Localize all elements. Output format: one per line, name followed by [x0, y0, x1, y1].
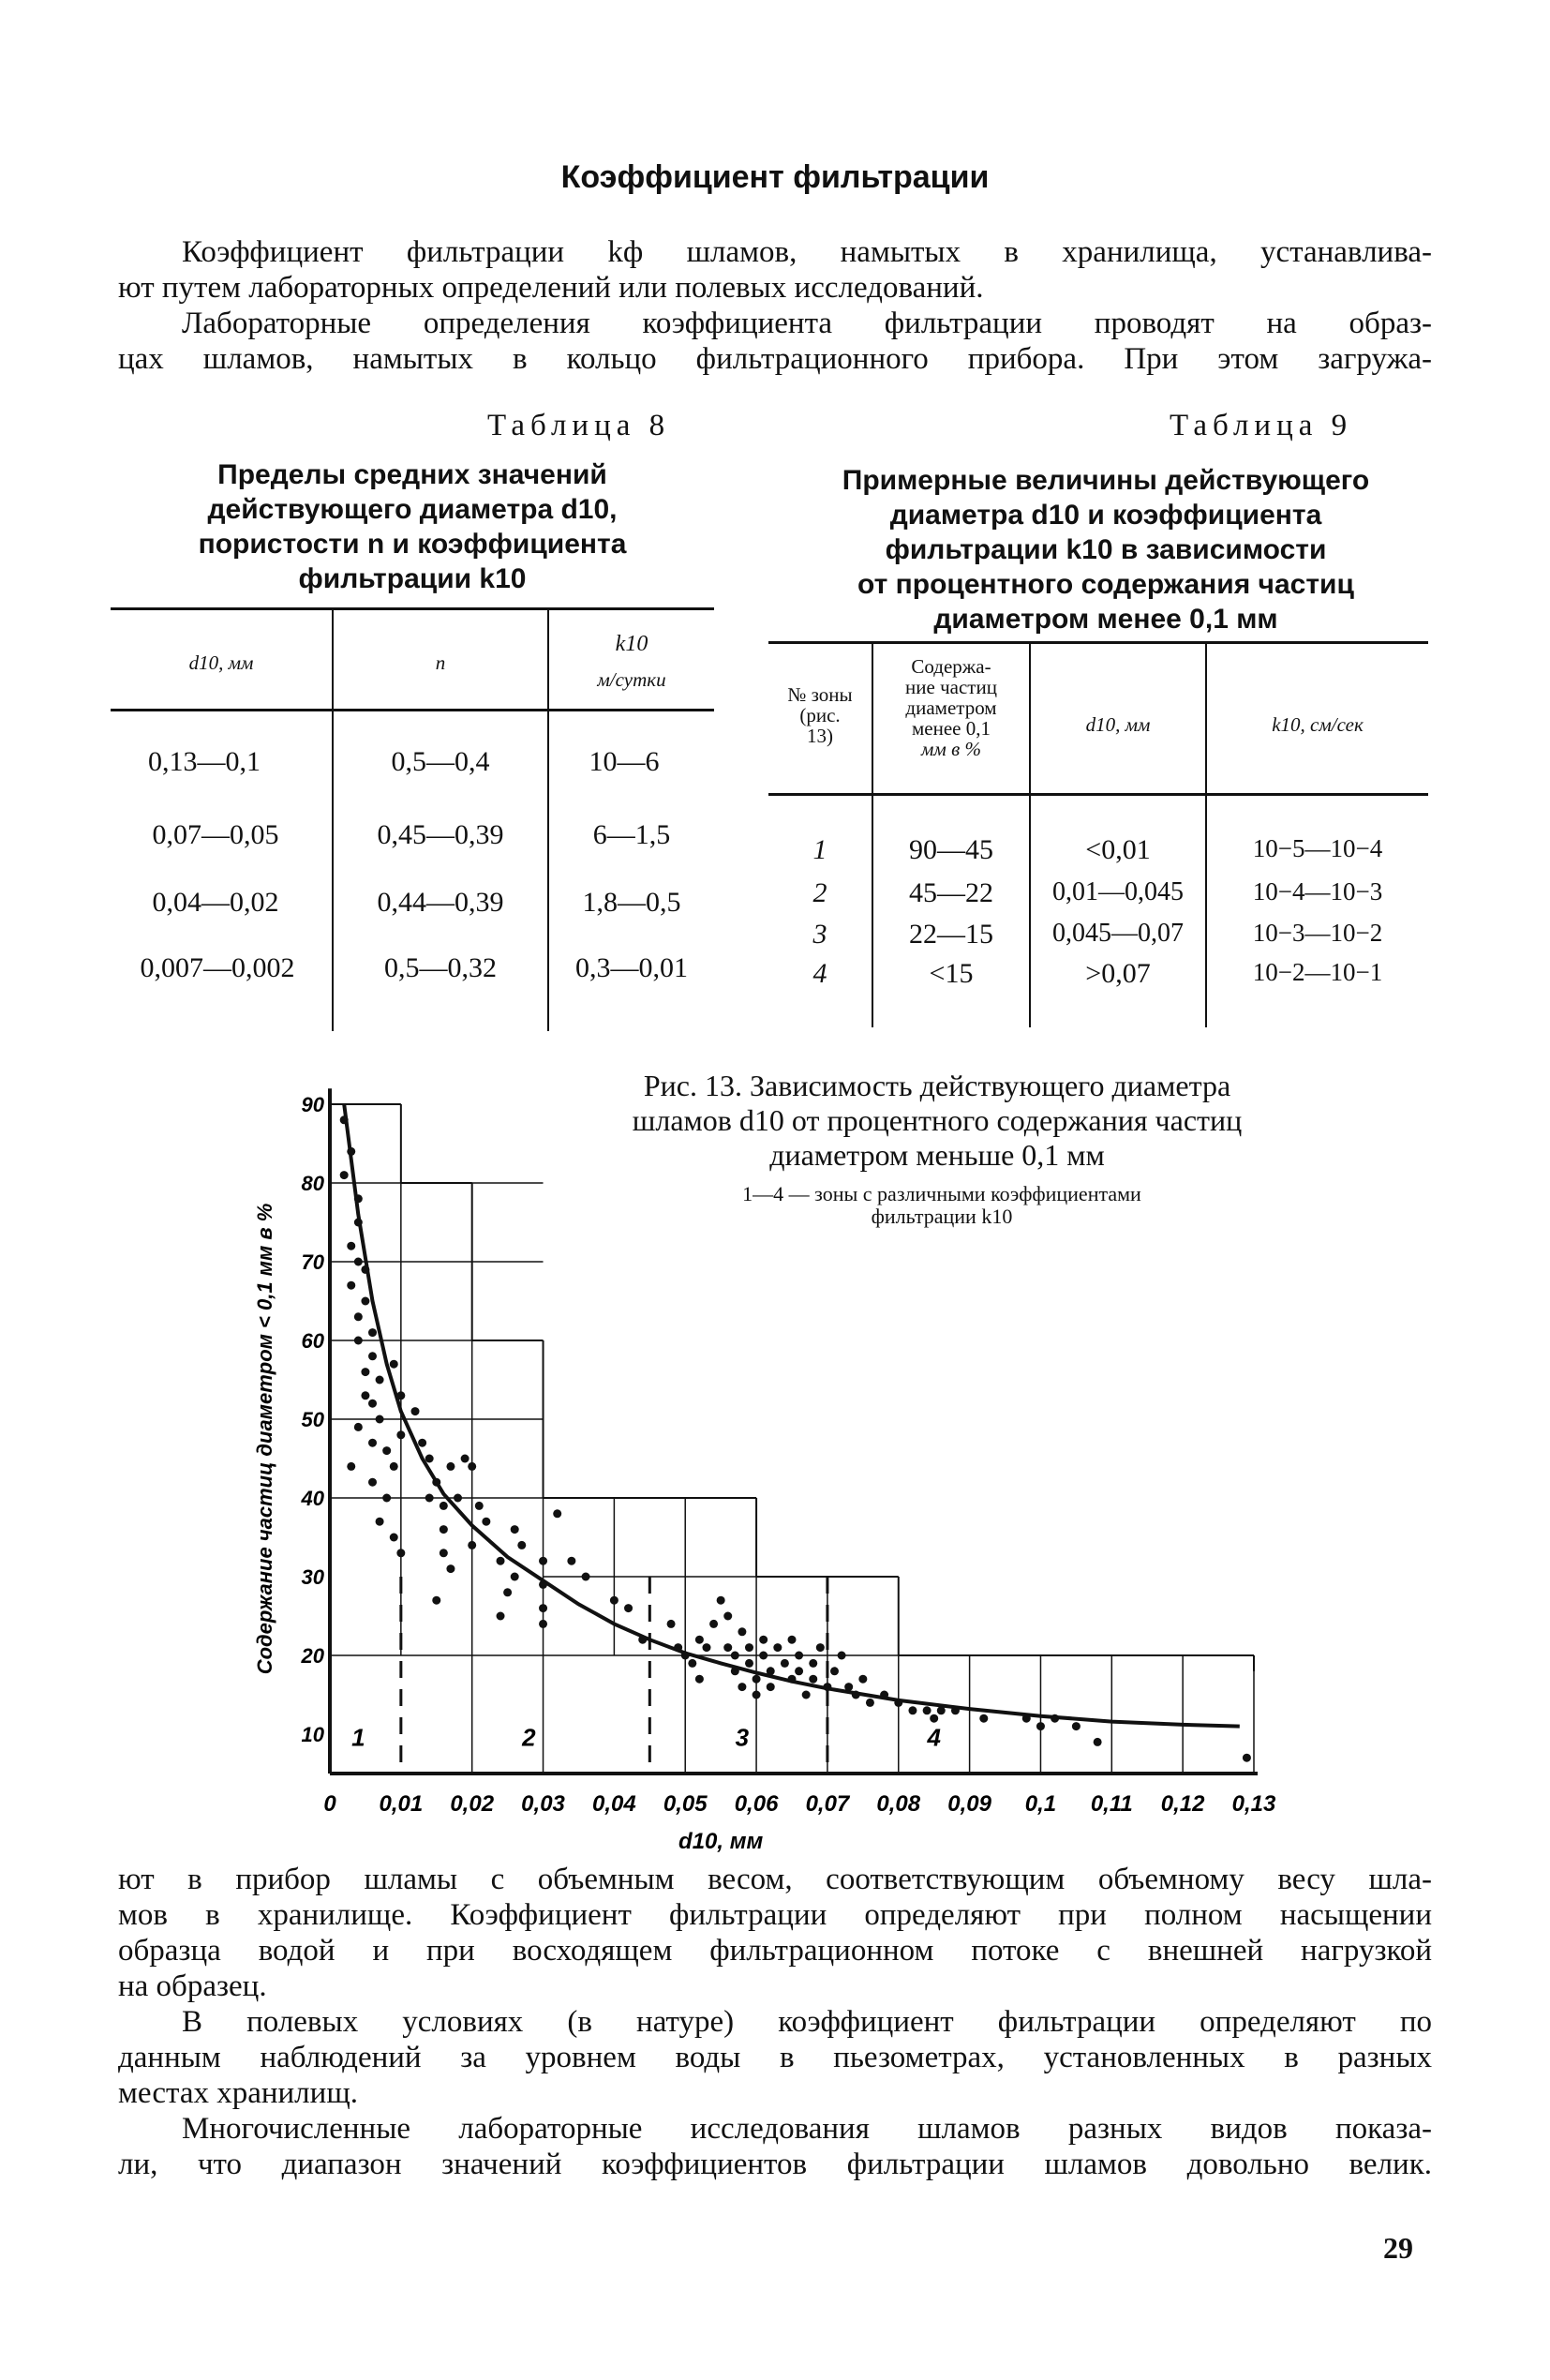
x-tick-label: 0,03	[521, 1791, 565, 1817]
table9-header-content-line1: Содержа-	[911, 655, 991, 678]
body-p2-line3: местах хранилищ.	[118, 2076, 358, 2110]
table9-cell-k10: 10−4—10−3	[1252, 877, 1383, 906]
x-axis-label: d10, мм	[678, 1829, 764, 1854]
data-point	[361, 1265, 369, 1274]
body-p1-line1: ют в прибор шламы с объемным весом, соответствующим объемному весу шла-	[118, 1863, 1432, 1896]
table8-cell-k10: 6—1,5	[592, 819, 671, 850]
data-point	[1243, 1754, 1251, 1762]
y-tick-labels	[301, 1093, 325, 1746]
data-point	[418, 1439, 426, 1447]
data-point	[809, 1659, 817, 1668]
data-point	[823, 1683, 831, 1691]
data-point	[753, 1691, 761, 1699]
data-point	[390, 1462, 398, 1471]
data-point	[482, 1518, 490, 1526]
table8-cell-d10: 0,04—0,02	[152, 887, 279, 918]
y-tick-label: 90	[301, 1093, 324, 1116]
table9-title-line4: от процентного содержания частиц	[857, 569, 1354, 600]
table8-cell-d10: 0,13—0,1	[148, 746, 261, 777]
data-point	[390, 1360, 398, 1369]
axes	[330, 1088, 1258, 1774]
table9-cell-k10: 10−5—10−4	[1252, 834, 1383, 862]
data-point	[340, 1115, 349, 1124]
x-tick-label: 0,06	[734, 1791, 779, 1817]
table9-caption: Таблица 9	[1170, 409, 1353, 442]
body-p2-line1: В полевых условиях (в натуре) коэффициент фильтрации определяют по	[182, 2005, 1432, 2039]
data-point	[475, 1502, 484, 1510]
data-point	[788, 1675, 797, 1684]
data-point	[454, 1494, 462, 1503]
body-text	[118, 1862, 1432, 2182]
intro-p2-line2: цах шламов, намытых в кольцо фильтрационного прибора. При этом загружа-	[118, 342, 1432, 376]
data-point	[695, 1675, 704, 1684]
data-point	[440, 1502, 448, 1510]
data-point	[781, 1659, 789, 1668]
data-point	[347, 1462, 355, 1471]
data-point	[674, 1643, 682, 1652]
body-p3-line1: Многочисленные лабораторные исследования шламов разных видов показа-	[182, 2112, 1432, 2146]
table9-header-content-line5: мм в %	[921, 738, 981, 760]
table9-cell-d10: 0,01—0,045	[1052, 877, 1184, 906]
data-point	[376, 1415, 384, 1424]
data-point	[347, 1281, 355, 1290]
data-point	[951, 1706, 960, 1714]
data-point	[432, 1478, 440, 1487]
data-point	[816, 1643, 825, 1652]
data-point	[368, 1439, 377, 1447]
data-point	[745, 1659, 753, 1668]
data-point	[838, 1652, 846, 1660]
data-point	[361, 1368, 369, 1376]
figure-note-line2: фильтрации k10	[871, 1205, 1013, 1228]
table8-cell-k10: 1,8—0,5	[582, 887, 681, 918]
x-tick-label: 0,1	[1024, 1791, 1057, 1817]
data-point	[354, 1423, 363, 1431]
table8-cell-n: 0,5—0,4	[391, 746, 490, 777]
data-point	[368, 1352, 377, 1360]
table8-cell-n: 0,5—0,32	[384, 952, 497, 983]
table9-header-zone-line3: 13)	[807, 725, 833, 747]
data-point	[446, 1564, 455, 1573]
table8-header-d10: d10, мм	[188, 651, 254, 674]
data-point	[511, 1525, 519, 1534]
data-points	[340, 1115, 1251, 1761]
figure-caption-line3: диаметром меньше 0,1 мм	[769, 1138, 1105, 1172]
data-point	[788, 1636, 797, 1644]
x-tick-label: 0,11	[1090, 1791, 1133, 1817]
table9-header-content	[873, 656, 1029, 759]
data-point	[667, 1620, 676, 1628]
data-point	[425, 1494, 434, 1503]
table9-header-zone-line2: (рис.	[799, 704, 841, 726]
data-point	[553, 1509, 561, 1518]
intro-text	[118, 234, 1432, 377]
data-point	[368, 1400, 377, 1408]
page-number: 29	[1383, 2231, 1413, 2265]
x-tick-label: 0,04	[592, 1791, 636, 1817]
table8-cell-k10: 0,3—0,01	[575, 952, 688, 983]
data-point	[582, 1573, 590, 1581]
figure-caption-line1: Рис. 13. Зависимость действующего диаметра	[643, 1069, 1231, 1102]
table9-cell-d10: <0,01	[1085, 834, 1151, 865]
data-point	[432, 1596, 440, 1605]
table9-cell-content: 22—15	[909, 919, 993, 950]
table9-header-k10: k10, см/сек	[1272, 713, 1364, 736]
data-point	[717, 1596, 725, 1605]
table8-title-line1: Пределы средних значений	[217, 459, 607, 490]
zone-label: 3	[735, 1723, 750, 1752]
data-point	[354, 1219, 363, 1227]
data-point	[731, 1667, 739, 1675]
table8-title	[112, 457, 712, 596]
x-tick-label: 0,13	[1231, 1791, 1276, 1817]
data-point	[1036, 1722, 1045, 1730]
x-tick-label: 0	[323, 1791, 336, 1817]
data-point	[396, 1549, 405, 1557]
data-point	[461, 1455, 469, 1463]
data-point	[695, 1636, 704, 1644]
data-point	[511, 1573, 519, 1581]
section-heading: Коэффициент фильтрации	[560, 159, 990, 195]
zone-labels	[351, 1724, 941, 1752]
x-tick-label: 0,09	[947, 1791, 991, 1817]
zone-label: 4	[927, 1723, 941, 1752]
data-point	[517, 1541, 526, 1549]
data-point	[497, 1557, 505, 1565]
data-point	[767, 1667, 775, 1675]
table8-cell-n: 0,45—0,39	[377, 819, 504, 850]
data-point	[844, 1683, 853, 1691]
data-point	[852, 1691, 860, 1699]
data-point	[753, 1675, 761, 1684]
body-p1-line4: на образец.	[118, 1969, 267, 2003]
trend-curve	[344, 1104, 1240, 1727]
x-tick-label: 0,01	[379, 1791, 424, 1817]
data-point	[368, 1478, 377, 1487]
data-point	[702, 1643, 710, 1652]
x-tick-label: 0,07	[805, 1791, 850, 1817]
data-point	[723, 1612, 732, 1621]
table9-cell-zone: 3	[812, 919, 827, 950]
data-point	[376, 1376, 384, 1385]
data-point	[624, 1604, 633, 1612]
data-point	[923, 1706, 931, 1714]
y-tick-label: 10	[301, 1723, 324, 1746]
table8-header-n: n	[435, 651, 446, 674]
data-point	[390, 1534, 398, 1542]
data-point	[638, 1636, 647, 1644]
data-point	[880, 1691, 888, 1699]
data-point	[908, 1706, 917, 1714]
data-point	[354, 1312, 363, 1321]
data-point	[425, 1455, 434, 1463]
intro-p1-line1: Коэффициент фильтрации kф шламов, намытых в хранилища, устанавлива-	[182, 235, 1432, 269]
data-point	[340, 1171, 349, 1179]
data-point	[361, 1391, 369, 1400]
data-point	[539, 1604, 547, 1612]
data-point	[497, 1612, 505, 1621]
data-point	[361, 1297, 369, 1306]
table8-title-line4: фильтрации k10	[298, 563, 527, 594]
table8-header-rule	[111, 709, 714, 711]
data-point	[503, 1588, 512, 1596]
table8-cell-d10: 0,07—0,05	[152, 819, 279, 850]
data-point	[930, 1714, 938, 1723]
table9-title-line5: диаметром менее 0,1 мм	[933, 604, 1278, 635]
data-point	[368, 1328, 377, 1337]
data-point	[681, 1652, 690, 1660]
data-point	[731, 1652, 739, 1660]
data-point	[539, 1580, 547, 1589]
table9-cell-content: <15	[929, 958, 974, 989]
y-tick-label: 40	[301, 1487, 324, 1510]
table8-caption: Таблица 8	[487, 409, 671, 442]
data-point	[830, 1667, 839, 1675]
data-point	[396, 1430, 405, 1439]
zone-label: 2	[522, 1723, 536, 1752]
table9-cell-content: 45—22	[909, 877, 993, 908]
data-point	[354, 1337, 363, 1345]
data-point	[446, 1462, 455, 1471]
zone-label: 1	[351, 1723, 365, 1752]
y-tick-label: 60	[301, 1329, 324, 1353]
table9-header-content-line4: менее 0,1	[912, 717, 991, 740]
data-point	[468, 1541, 476, 1549]
data-point	[809, 1675, 817, 1684]
table8-title-line2: действующего диаметра d10,	[207, 494, 618, 525]
data-point	[396, 1391, 405, 1400]
table9-cell-d10: 0,045—0,07	[1052, 919, 1184, 948]
data-point	[1072, 1722, 1081, 1730]
table9-title-line2: диаметра d10 и коэффициента	[889, 500, 1322, 531]
data-point	[773, 1643, 782, 1652]
data-point	[979, 1714, 988, 1723]
table8-top-rule	[111, 607, 714, 610]
data-point	[759, 1636, 768, 1644]
x-tick-label: 0,12	[1160, 1791, 1205, 1817]
data-point	[382, 1494, 391, 1503]
table9-cell-zone: 2	[812, 877, 827, 908]
y-axis-label: Содержание частиц диаметром < 0,1 мм в %	[253, 1203, 276, 1675]
y-tick-label: 30	[301, 1565, 324, 1589]
body-p1-line3: образца водой и при восходящем фильтрационном потоке с внешней нагрузкой	[118, 1934, 1432, 1968]
data-point	[767, 1683, 775, 1691]
table8-title-line3: пористости n и коэффициента	[198, 529, 627, 560]
data-point	[411, 1407, 420, 1415]
table9-cell-k10: 10−3—10−2	[1252, 919, 1383, 947]
data-point	[723, 1643, 732, 1652]
intro-p2-line1: Лабораторные определения коэффициента фильтрации проводят на образ-	[182, 307, 1432, 340]
data-point	[440, 1549, 448, 1557]
data-point	[539, 1620, 547, 1628]
intro-p1-line2: ют путем лабораторных определений или полевых исследований.	[118, 271, 984, 305]
figure-13-chart	[244, 1069, 1321, 1854]
table9-header-content-line3: диаметром	[905, 696, 997, 719]
table8-header-k10-unit: м/сутки	[597, 668, 666, 691]
data-point	[745, 1643, 753, 1652]
zone-steps	[330, 1104, 1254, 1774]
x-tick-label: 0,05	[663, 1791, 708, 1817]
table8-cell-n: 0,44—0,39	[377, 887, 504, 918]
table9-title-line3: фильтрации k10 в зависимости	[885, 534, 1327, 565]
data-point	[610, 1596, 619, 1605]
data-point	[567, 1557, 575, 1565]
body-p1-line2: мов в хранилище. Коэффициент фильтрации определяют при полном насыщении	[118, 1898, 1432, 1932]
table9-header-zone	[768, 684, 872, 746]
data-point	[858, 1675, 867, 1684]
table8-cell-d10: 0,007—0,002	[140, 952, 295, 983]
data-point	[347, 1147, 355, 1156]
y-tick-label: 80	[301, 1172, 324, 1195]
body-p2-line2: данным наблюдений за уровнем воды в пьезометрах, установленных в разных	[118, 2041, 1432, 2074]
data-point	[539, 1557, 547, 1565]
data-point	[937, 1706, 946, 1714]
data-point	[802, 1691, 811, 1699]
data-point	[795, 1652, 803, 1660]
table9-cell-k10: 10−2—10−1	[1252, 958, 1383, 986]
data-point	[866, 1699, 874, 1707]
figure-caption-line2: шламов d10 от процентного содержания частиц	[632, 1103, 1243, 1137]
table8-cell-k10: 10—6	[589, 746, 660, 777]
y-tick-label: 50	[301, 1408, 324, 1431]
y-tick-label: 70	[301, 1250, 324, 1274]
table9-header-zone-line1: № зоны	[787, 683, 853, 706]
data-point	[688, 1659, 696, 1668]
data-point	[347, 1242, 355, 1250]
data-point	[354, 1194, 363, 1203]
data-point	[354, 1258, 363, 1266]
data-point	[440, 1525, 448, 1534]
table9-cell-zone: 1	[812, 834, 827, 865]
data-point	[1094, 1738, 1102, 1746]
data-point	[468, 1462, 476, 1471]
data-point	[709, 1620, 718, 1628]
body-p3-line2: ли, что диапазон значений коэффициентов фильтрации шламов довольно велик.	[118, 2148, 1432, 2181]
table9-header-content-line2: ние частиц	[905, 676, 997, 698]
x-tick-label: 0,02	[450, 1791, 495, 1817]
y-tick-label: 20	[301, 1644, 324, 1668]
data-point	[894, 1699, 902, 1707]
data-point	[759, 1652, 768, 1660]
table9-header-d10: d10, мм	[1085, 713, 1151, 736]
data-point	[738, 1683, 746, 1691]
data-point	[1051, 1714, 1059, 1723]
figure-note-line1: 1—4 — зоны с различными коэффициентами	[742, 1182, 1141, 1205]
data-point	[738, 1627, 746, 1636]
table9-title-line1: Примерные величины действующего	[842, 465, 1370, 496]
table9-header-rule	[768, 793, 1428, 796]
data-point	[795, 1667, 803, 1675]
x-tick-labels	[323, 1791, 1276, 1817]
x-tick-label: 0,08	[876, 1791, 921, 1817]
table9-title	[768, 463, 1443, 636]
table9-cell-zone: 4	[812, 958, 827, 989]
table9-top-rule	[768, 641, 1428, 644]
data-point	[376, 1518, 384, 1526]
data-point	[382, 1446, 391, 1455]
table9-cell-content: 90—45	[909, 834, 993, 865]
table8-header-k10: k10	[615, 632, 648, 656]
table9-cell-d10: >0,07	[1085, 958, 1151, 989]
data-point	[1022, 1714, 1031, 1723]
